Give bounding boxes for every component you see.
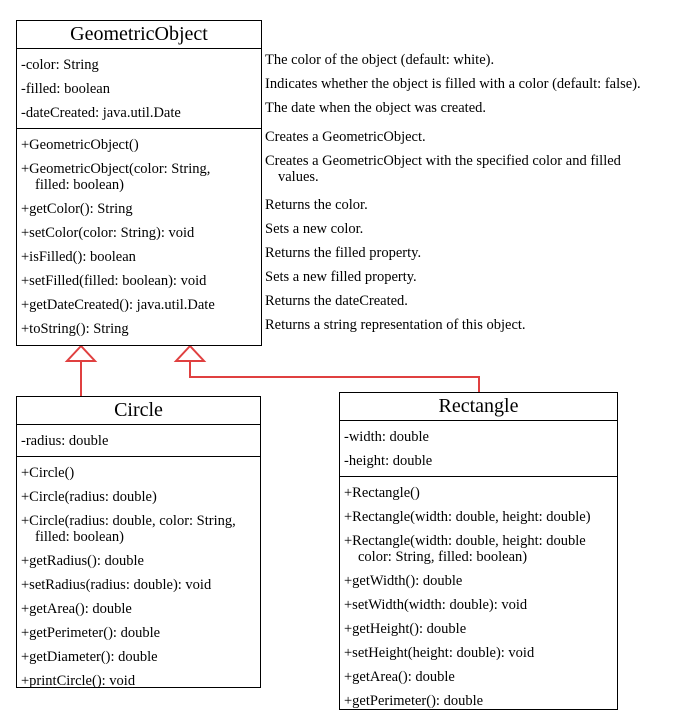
attribute-date-created: -dateCreated: java.util.Date: [21, 105, 181, 121]
desc-set-color: Sets a new color.: [265, 221, 364, 237]
desc-set-filled: Sets a new filled property.: [265, 269, 417, 285]
method-get-diameter: +getDiameter(): double: [21, 649, 158, 665]
desc-filled: Indicates whether the object is filled with a color (default: false).: [265, 76, 641, 92]
rectangle-attributes: [340, 421, 617, 476]
attribute-radius: -radius: double: [21, 433, 109, 449]
desc-date-created: The date when the object was created.: [265, 100, 487, 116]
method-circle-get-perimeter: +getPerimeter(): double: [21, 625, 161, 641]
desc-constructor-params-line1: Creates a GeometricObject with the specified color and filled: [265, 153, 621, 169]
method-to-string: +toString(): String: [21, 321, 129, 337]
desc-to-string: Returns a string representation of this object.: [265, 317, 526, 333]
attribute-filled: -filled: boolean: [21, 81, 110, 97]
circle-inheritance-arrowhead: [67, 346, 95, 361]
method-geometric-object-params-line2: filled: boolean): [35, 177, 124, 193]
desc-is-filled: Returns the filled property.: [265, 245, 422, 261]
desc-constructor-params: [265, 153, 680, 185]
method-get-width: +getWidth(): double: [344, 573, 463, 589]
method-is-filled: +isFilled(): boolean: [21, 249, 136, 265]
rectangle-inheritance-arrowhead: [176, 346, 204, 361]
method-rectangle-dims: +Rectangle(width: double, height: double): [344, 509, 591, 525]
circle-attributes: [17, 425, 260, 456]
method-set-width: +setWidth(width: double): void: [344, 597, 528, 613]
rectangle-methods: [340, 476, 617, 716]
method-circle-full-line1: +Circle(radius: double, color: String,: [21, 513, 236, 529]
desc-constructor-params-line2: values.: [278, 169, 319, 185]
method-geometric-object-params-line1: +GeometricObject(color: String,: [21, 161, 211, 177]
method-rectangle-get-perimeter: +getPerimeter(): double: [344, 693, 484, 709]
method-get-height: +getHeight(): double: [344, 621, 467, 637]
method-rectangle-full: [340, 529, 617, 565]
method-circle-full: [17, 509, 260, 545]
attribute-height: -height: double: [344, 453, 433, 469]
rectangle-class: [339, 392, 618, 710]
method-rectangle-full-line1: +Rectangle(width: double, height: double: [344, 533, 586, 549]
method-print-circle: +printCircle(): void: [21, 673, 136, 689]
method-geometric-object-params: [17, 157, 261, 193]
circle-class: [16, 396, 261, 688]
method-circle-radius: +Circle(radius: double): [21, 489, 157, 505]
method-rectangle-get-area: +getArea(): double: [344, 669, 455, 685]
desc-get-color: Returns the color.: [265, 197, 368, 213]
geometric-object-attributes: [17, 49, 261, 128]
attribute-width: -width: double: [344, 429, 429, 445]
method-get-date-created: +getDateCreated(): java.util.Date: [21, 297, 215, 313]
geometric-object-class-name: GeometricObject: [17, 21, 261, 49]
desc-get-date-created: Returns the dateCreated.: [265, 293, 408, 309]
geometric-object-class: [16, 20, 262, 346]
method-set-filled: +setFilled(filled: boolean): void: [21, 273, 207, 289]
method-geometric-object-default: +GeometricObject(): [21, 137, 139, 153]
attribute-color: -color: String: [21, 57, 99, 73]
method-set-color: +setColor(color: String): void: [21, 225, 195, 241]
method-set-height: +setHeight(height: double): void: [344, 645, 535, 661]
desc-color: The color of the object (default: white).: [265, 52, 495, 68]
geometric-object-methods: [17, 128, 261, 344]
circle-class-name: Circle: [17, 397, 260, 425]
desc-constructor-default: Creates a GeometricObject.: [265, 129, 426, 145]
method-circle-get-area: +getArea(): double: [21, 601, 132, 617]
method-circle-default: +Circle(): [21, 465, 75, 481]
method-set-radius: +setRadius(radius: double): void: [21, 577, 212, 593]
method-circle-full-line2: filled: boolean): [35, 529, 124, 545]
method-get-color: +getColor(): String: [21, 201, 133, 217]
method-rectangle-default: +Rectangle(): [344, 485, 420, 501]
rectangle-class-name: Rectangle: [340, 393, 617, 421]
method-get-radius: +getRadius(): double: [21, 553, 144, 569]
rectangle-inheritance-line: [190, 361, 479, 392]
circle-methods: [17, 456, 260, 696]
method-rectangle-full-line2: color: String, filled: boolean): [358, 549, 528, 565]
